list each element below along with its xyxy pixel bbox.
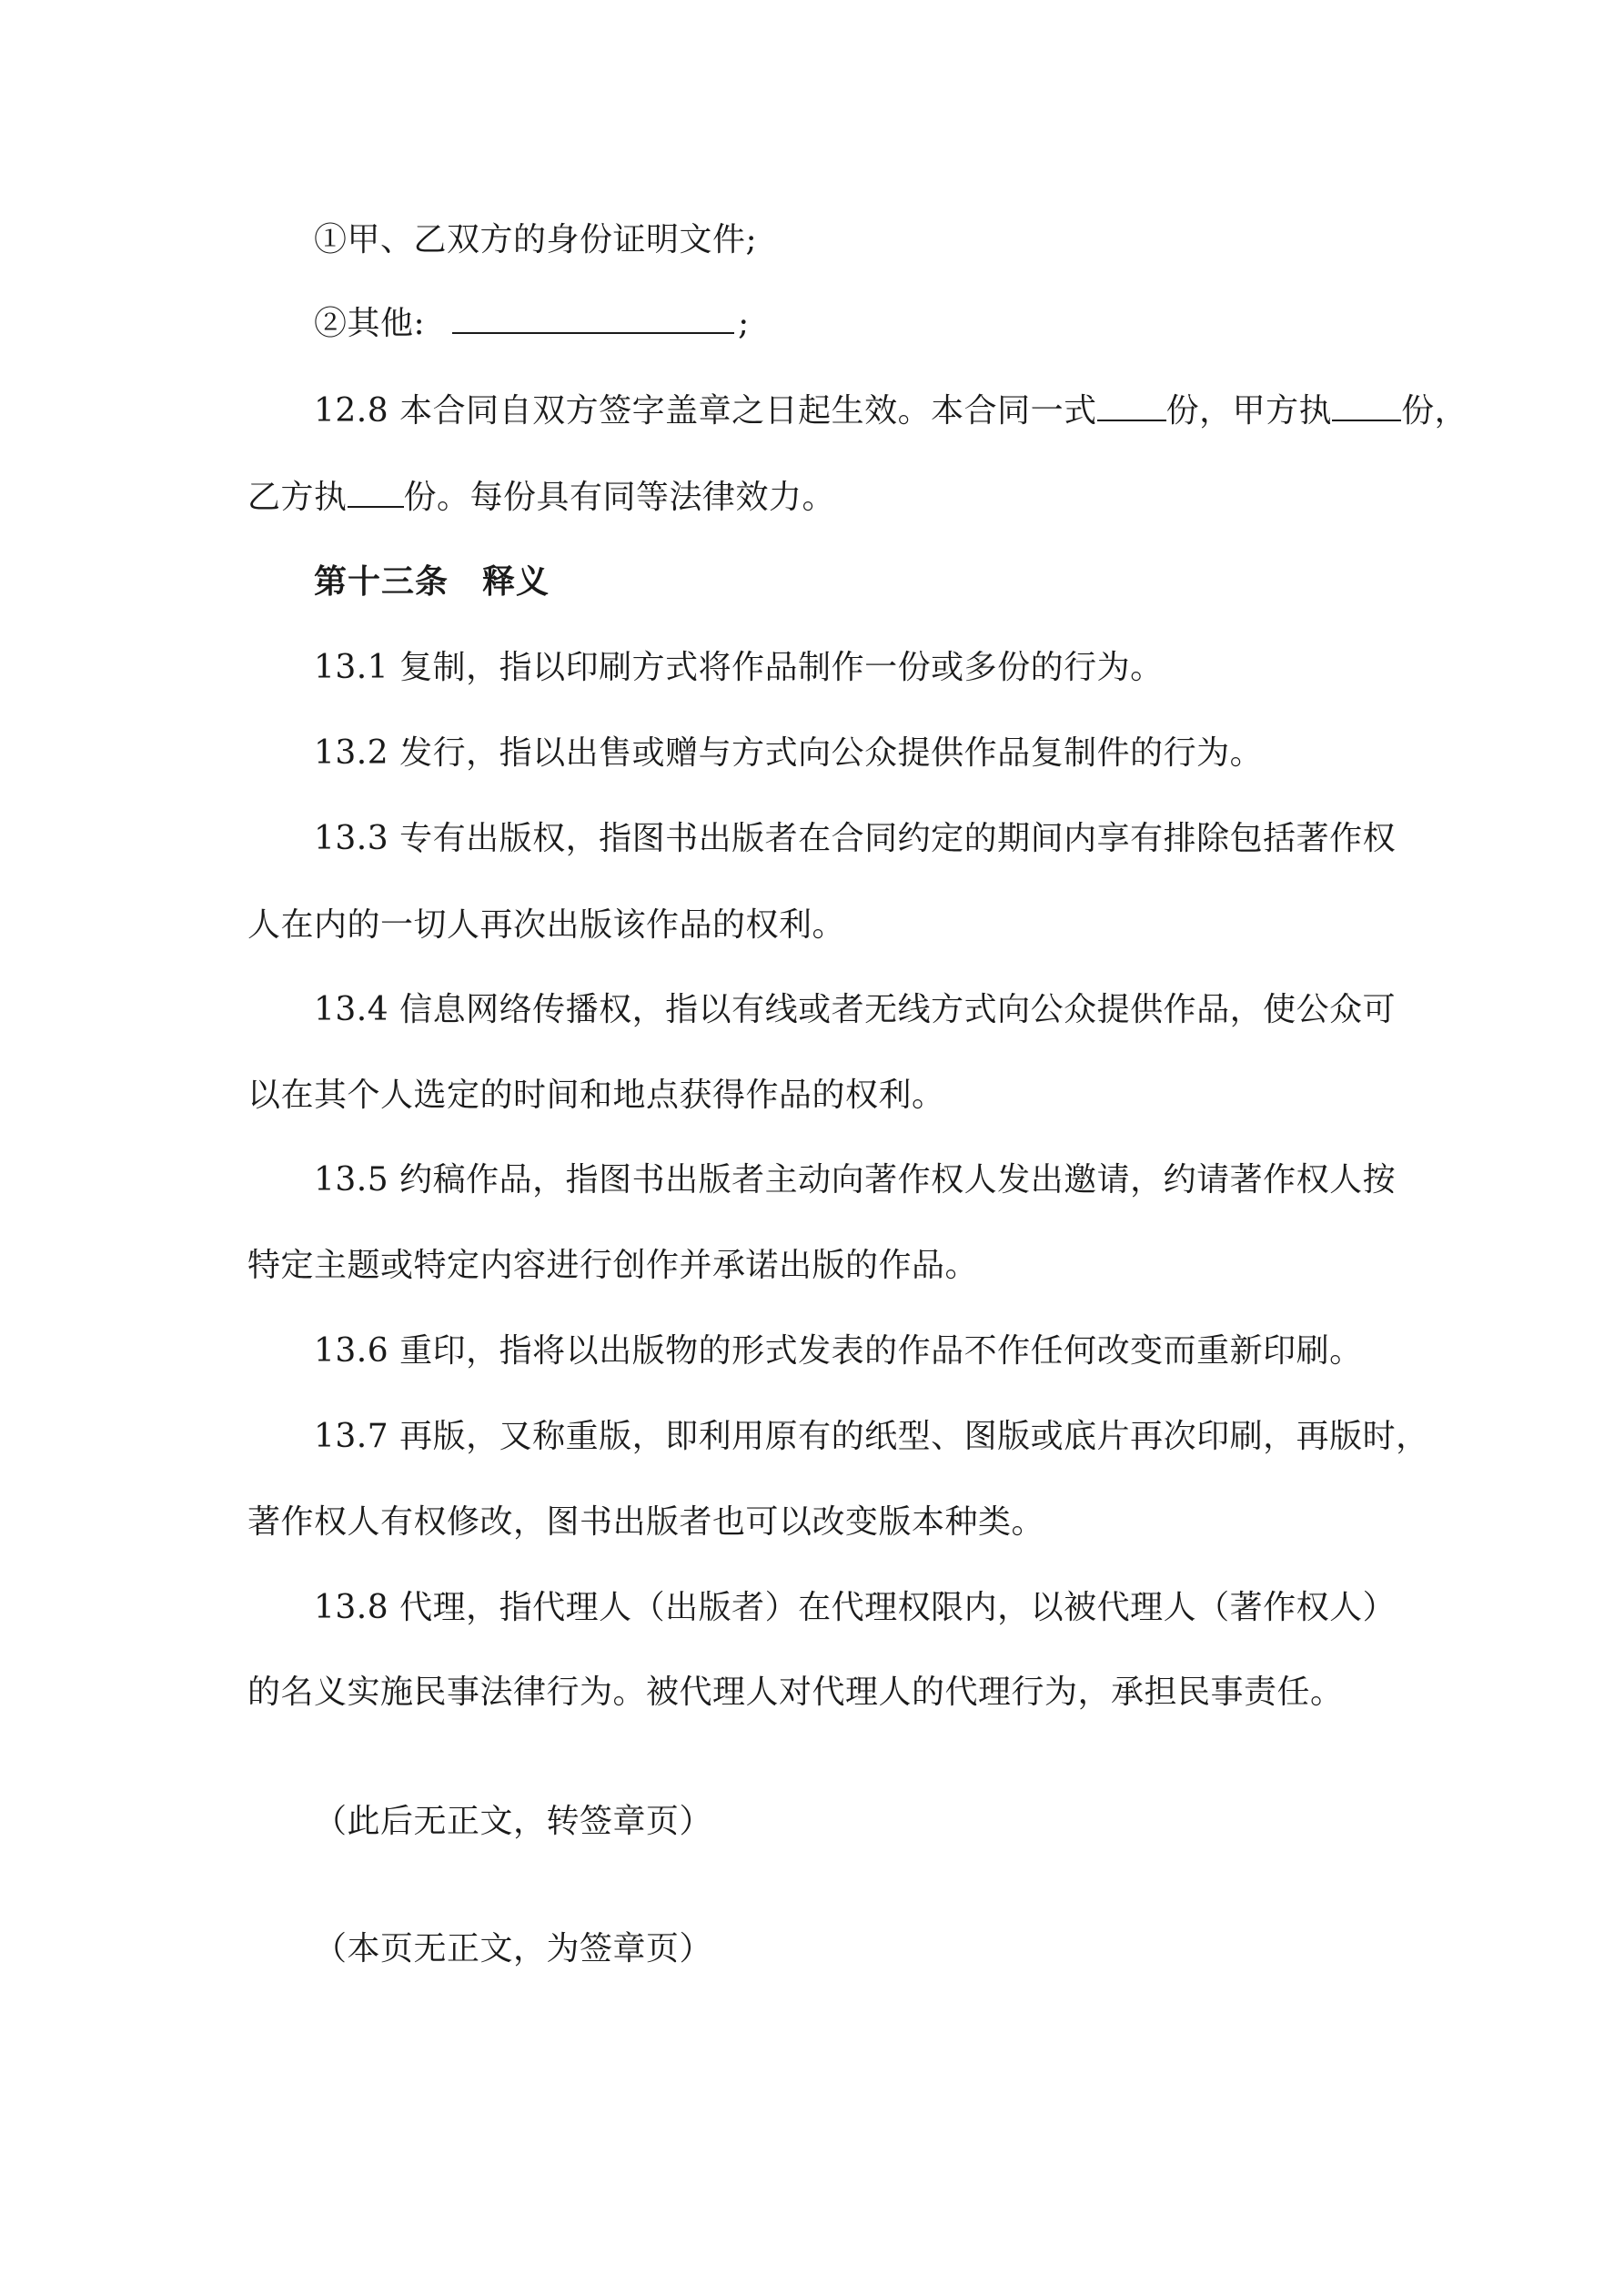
clause-13-4-line2: 以在其个人选定的时间和地点获得作品的权利。 — [247, 1077, 945, 1114]
clause-text: 12.8 本合同自双方签字盖章之日起生效。本合同一式 — [314, 392, 1097, 430]
note-signature-page: （本页无正文，为签章页） — [314, 1930, 713, 1967]
article-13-heading: 第十三条 释义 — [314, 562, 550, 601]
blank-line — [348, 479, 404, 508]
clause-text: 份。每份具有同等法律效力。 — [403, 479, 836, 516]
clause-13-7-line1: 13.7 再版，又称重版，即利用原有的纸型、图版或底片再次印刷，再版时， — [314, 1418, 1429, 1455]
list-item-identity-documents — [314, 220, 757, 260]
clause-13-7-line2: 著作权人有权修改，图书出版者也可以改变版本种类。 — [247, 1503, 1045, 1541]
blank-line — [1332, 392, 1401, 421]
clause-text: 份，甲方执 — [1165, 392, 1333, 430]
clause-12-8-line1 — [314, 391, 1468, 431]
clause-13-5-line1: 13.5 约稿作品，指图书出版者主动向著作权人发出邀请，约请著作权人按 — [314, 1161, 1397, 1199]
clause-13-2: 13.2 发行，指以出售或赠与方式向公众提供作品复制件的行为。 — [314, 734, 1264, 772]
clause-13-4-line1: 13.4 信息网络传播权，指以有线或者无线方式向公众提供作品，使公众可 — [314, 991, 1397, 1028]
clause-13-3-line1: 13.3 专有出版权，指图书出版者在合同约定的期间内享有排除包括著作权 — [314, 820, 1397, 857]
note-no-text-after: （此后无正文，转签章页） — [314, 1803, 713, 1840]
item-label: ②其他: — [314, 305, 426, 342]
clause-13-3-line2: 人在内的一切人再次出版该作品的权利。 — [247, 906, 846, 944]
clause-text: 乙方执 — [247, 479, 348, 516]
item-text: ①甲、乙双方的身份证明文件; — [314, 221, 758, 258]
item-suffix: ; — [738, 305, 750, 342]
clause-13-5-line2: 特定主题或特定内容进行创作并承诺出版的作品。 — [247, 1247, 979, 1284]
clause-13-8-line2: 的名义实施民事法律行为。被代理人对代理人的代理行为，承担民事责任。 — [247, 1674, 1344, 1711]
clause-text: 份， — [1401, 392, 1468, 430]
blank-line — [1097, 392, 1166, 421]
list-item-other — [314, 304, 750, 344]
blank-line — [452, 305, 734, 334]
clause-13-6: 13.6 重印，指将以出版物的形式发表的作品不作任何改变而重新印刷。 — [314, 1332, 1363, 1370]
clause-12-8-line2 — [247, 478, 835, 518]
clause-13-1: 13.1 复制，指以印刷方式将作品制作一份或多份的行为。 — [314, 649, 1164, 686]
clause-13-8-line1: 13.8 代理，指代理人（出版者）在代理权限内，以被代理人（著作权人） — [314, 1589, 1397, 1626]
